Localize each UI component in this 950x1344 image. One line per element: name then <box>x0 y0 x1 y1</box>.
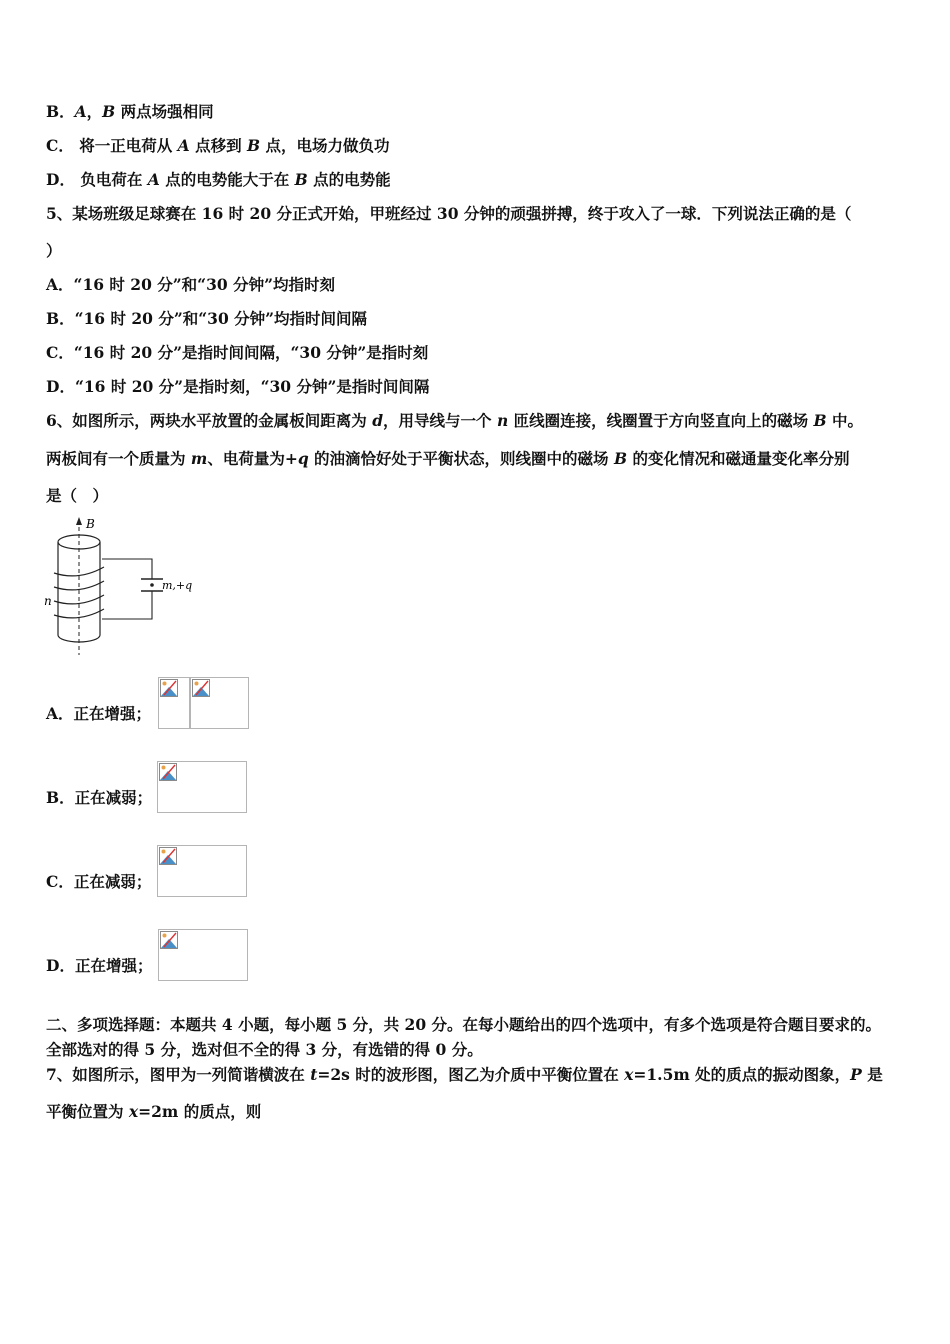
q5-option-c: C．“16 时 20 分”是指时间间隔，“30 分钟”是指时刻 <box>46 343 429 362</box>
wire-top <box>102 559 152 579</box>
broken-image-icon <box>160 679 178 697</box>
wire-bottom <box>102 591 152 619</box>
q5-option-b: B．“16 时 20 分”和“30 分钟”均指时间间隔 <box>46 309 368 328</box>
broken-image-icon <box>160 931 178 949</box>
b-arrow-icon <box>76 517 82 525</box>
label-n: n <box>44 594 52 608</box>
q6-stem-line2: 两板间有一个质量为 m、电荷量为+q 的油滴恰好处于平衡状态，则线圈中的磁场 B 的变化情况和磁通量变化率分别 <box>46 449 850 468</box>
broken-image <box>190 677 249 729</box>
coil-capacitor-figure <box>44 515 204 657</box>
broken-image-icon <box>159 847 177 865</box>
broken-image <box>157 761 247 813</box>
q6-stem-line3: 是（ ） <box>46 486 109 505</box>
broken-image-icon <box>159 763 177 781</box>
q5-stem-line2: ） <box>46 241 62 260</box>
section2-instructions-line2: 全部选对的得 5 分，选对但不全的得 3 分，有选错的得 0 分。 <box>46 1040 483 1059</box>
broken-image <box>157 845 247 897</box>
q6-option-b: B．正在减弱； <box>46 788 153 807</box>
q5-option-a: A．“16 时 20 分”和“30 分钟”均指时刻 <box>46 275 335 294</box>
q5-stem-line1: 5、某场班级足球赛在 16 时 20 分正式开始，甲班经过 30 分钟的顽强拼搏，终于攻入了一球．下列说法正确的是（ <box>46 204 852 223</box>
broken-image <box>158 929 248 981</box>
label-b: B <box>86 517 95 531</box>
oil-drop <box>150 583 154 587</box>
q6-option-a: A．正在增强； <box>46 704 152 723</box>
q4-option-d: D． 负电荷在 A 点的电势能大于在 B 点的电势能 <box>46 170 391 189</box>
q6-option-c: C．正在减弱； <box>46 872 152 891</box>
q5-option-d: D．“16 时 20 分”是指时刻，“30 分钟”是指时间间隔 <box>46 377 430 396</box>
section2-instructions-line1: 二、多项选择题：本题共 4 小题，每小题 5 分，共 20 分。在每小题给出的四个选项中，有多个选项是符合题目要求的。 <box>46 1015 882 1034</box>
q7-stem-line1: 7、如图所示，图甲为一列简谐横波在 t=2s 时的波形图，图乙为介质中平衡位置在 x=1.5m 处的质点的振动图象，P 是 <box>46 1065 883 1084</box>
q4-option-b: B．A，B 两点场强相同 <box>46 102 214 121</box>
broken-image <box>158 677 190 729</box>
q6-option-d: D．正在增强； <box>46 956 153 975</box>
broken-image-icon <box>192 679 210 697</box>
label-mq: m,+q <box>162 579 193 592</box>
q6-stem-line1: 6、如图所示，两块水平放置的金属板间距离为 d，用导线与一个 n 匝线圈连接，线圈置于方向竖直向上的磁场 B 中。 <box>46 411 864 430</box>
q7-stem-line2: 平衡位置为 x=2m 的质点，则 <box>46 1102 262 1121</box>
q4-option-c: C． 将一正电荷从 A 点移到 B 点，电场力做负功 <box>46 136 390 155</box>
